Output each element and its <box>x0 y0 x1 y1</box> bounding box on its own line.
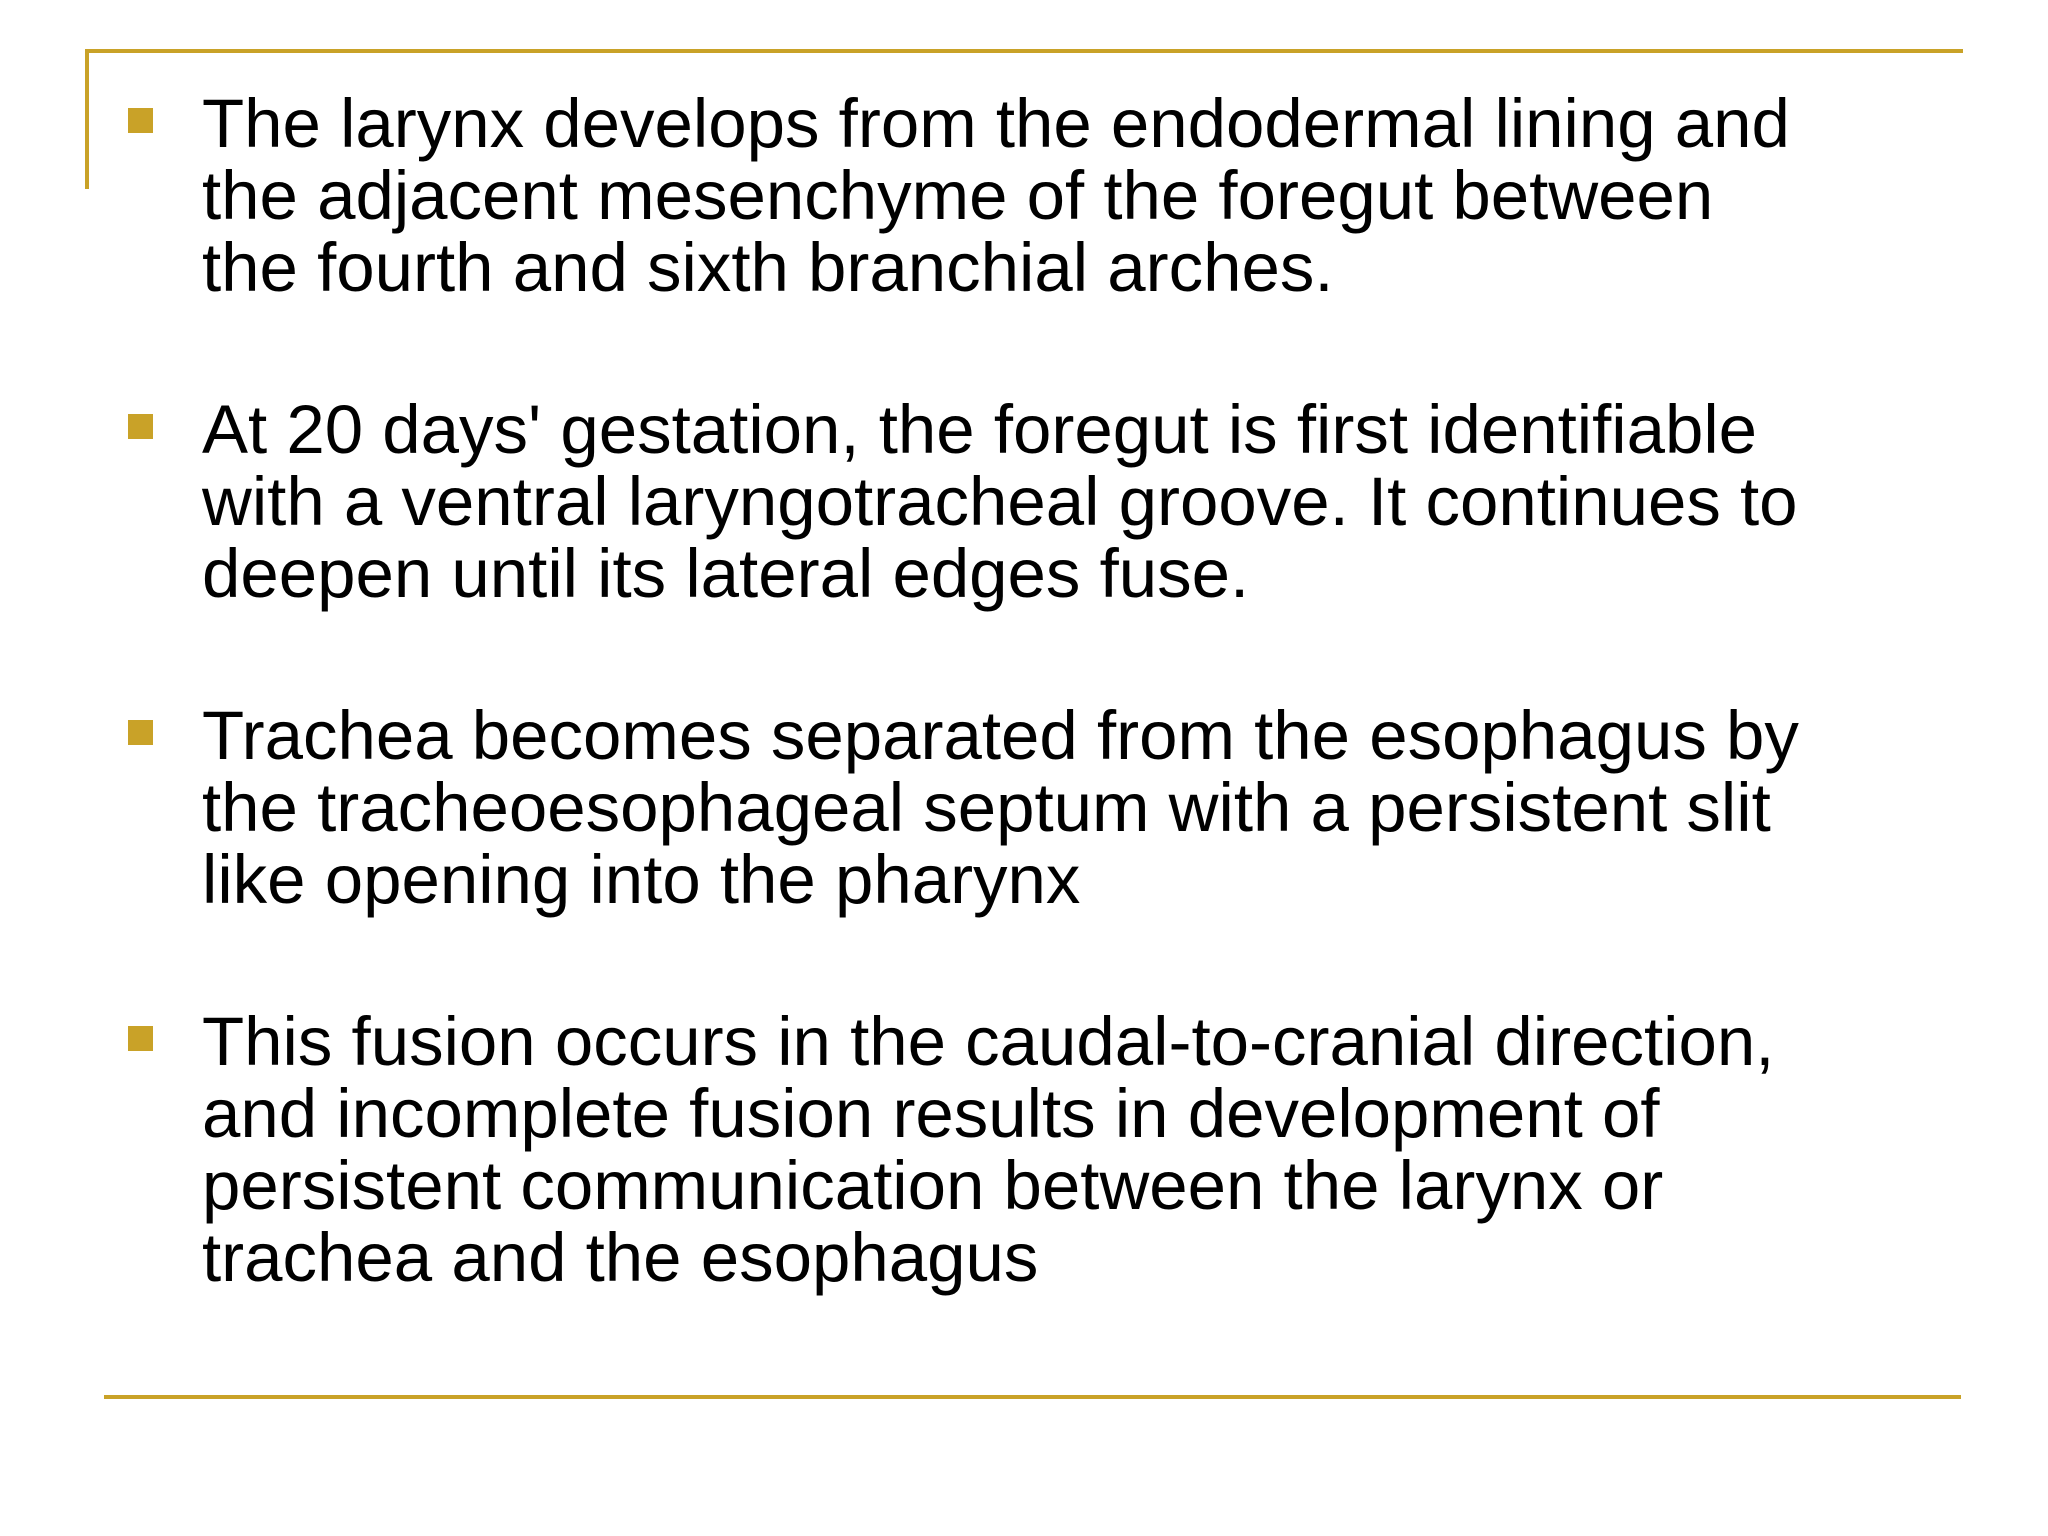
bullet-text-3: Trachea becomes separated from the esophagus by the tracheoesophageal septum with a persistent slit like opening into the pharynx <box>202 697 1799 918</box>
bullet-text-1: The larynx develops from the endodermal lining and the adjacent mesenchyme of the foregut between the fourth and sixth branchial arches. <box>202 85 1790 306</box>
bullet-text-4: This fusion occurs in the caudal-to-cranial direction, and incomplete fusion results in development of persistent communication between the larynx or trachea and the esophagus <box>202 1003 1775 1296</box>
left-accent-rule <box>85 49 89 189</box>
bullet-list <box>128 85 1978 1296</box>
square-bullet-icon <box>128 108 153 133</box>
bullet-text-2: At 20 days' gestation, the foregut is first identifiable with a ventral laryngotracheal groove. It continues to deepen until its lateral edges fuse. <box>202 391 1798 612</box>
square-bullet-icon <box>128 1026 153 1051</box>
bullet-item-2 <box>128 391 1978 612</box>
bullet-item-4 <box>128 1003 1978 1296</box>
bullet-item-1 <box>128 85 1978 306</box>
top-accent-rule <box>85 49 1963 53</box>
square-bullet-icon <box>128 414 153 439</box>
bullet-item-3 <box>128 697 1978 918</box>
square-bullet-icon <box>128 720 153 745</box>
bottom-accent-rule <box>104 1395 1961 1399</box>
